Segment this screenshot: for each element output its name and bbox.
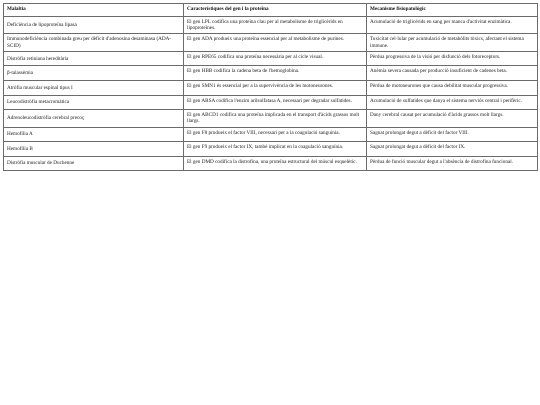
table-row: [4, 95, 538, 110]
cell-gene-protein: El gen RPE65 codifica una proteïna necessària per al cicle visual.: [184, 51, 367, 66]
cell-gene-protein: El gen DMD codifica la distrofina, una proteïna estructural del múscul esquelètic.: [184, 156, 367, 171]
cell-disease: Distròfia muscular de Duchenne: [4, 156, 184, 171]
table-header-row: [4, 4, 538, 17]
table-row: [4, 127, 538, 142]
table-row: [4, 156, 538, 171]
cell-mechanism: Acumulació de sulfatides que danya el sistema nerviós central i perifèric.: [367, 95, 538, 110]
cell-mechanism: Pèrdua de motoneurones que causa debilitat muscular progressiva.: [367, 81, 538, 96]
cell-disease: β-talassèmia: [4, 66, 184, 81]
table-row: [4, 81, 538, 96]
cell-disease: Leucodistròfia metacromàtica: [4, 95, 184, 110]
cell-disease: Distròfia retiniana hereditària: [4, 51, 184, 66]
cell-mechanism: Pèrdua progressiva de la visió per disfunció dels fotoreceptors.: [367, 51, 538, 66]
table-row: [4, 66, 538, 81]
cell-mechanism: Sagnat prolongat degut a dèficit del factor VIII.: [367, 127, 538, 142]
table-row: [4, 142, 538, 157]
header-disease: Malaltia: [4, 4, 184, 17]
table-row: [4, 17, 538, 34]
cell-gene-protein: El gen ADA produeix una proteïna essencial per al metabolisme de purines.: [184, 34, 367, 51]
cell-disease: Adrenoleucodistròfia cerebral precoç: [4, 110, 184, 127]
cell-mechanism: Acumulació de triglicèrids en sang per manca d'activitat enzimàtica.: [367, 17, 538, 34]
cell-gene-protein: El gen F8 produeix el factor VIII, necessari per a la coagulació sanguínia.: [184, 127, 367, 142]
cell-disease: Atròfia muscular espinal tipus I: [4, 81, 184, 96]
table-row: [4, 34, 538, 51]
disease-table: [3, 3, 538, 171]
header-gene-protein: Característiques del gen i la proteïna: [184, 4, 367, 17]
cell-gene-protein: El gen HBB codifica la cadena beta de l'hemoglobina.: [184, 66, 367, 81]
cell-gene-protein: El gen ABCD1 codifica una proteïna implicada en el transport d'àcids grassos molt llargs.: [184, 110, 367, 127]
cell-mechanism: Dany cerebral causat per acumulació d'àcids grassos molt llargs.: [367, 110, 538, 127]
table-header: [4, 4, 538, 17]
header-mechanism: Mecanisme fisiopatològic: [367, 4, 538, 17]
cell-disease: Hemofília A: [4, 127, 184, 142]
table-body: [4, 17, 538, 171]
table-row: [4, 51, 538, 66]
cell-mechanism: Pèrdua de funció muscular degut a l'absència de distrofina funcional.: [367, 156, 538, 171]
cell-disease: Immunodeficiència combinada greu per dèficit d'adenosina desaminasa (ADA-SCID): [4, 34, 184, 51]
table-row: [4, 110, 538, 127]
cell-disease: Hemofília B: [4, 142, 184, 157]
cell-gene-protein: El gen ARSA codifica l'enzim arilsulfatasa A, necessari per degradar sulfatides.: [184, 95, 367, 110]
cell-gene-protein: El gen LPL codifica una proteïna clau per al metabolisme de triglicèrids en lipoproteïnes.: [184, 17, 367, 34]
cell-gene-protein: El gen SMN1 és essencial per a la supervivència de les motoneurones.: [184, 81, 367, 96]
cell-mechanism: Sagnat prolongat degut a dèficit del factor IX.: [367, 142, 538, 157]
cell-disease: Deficiència de lipoproteïna lipasa: [4, 17, 184, 34]
cell-mechanism: Toxicitat cel·lular per acumulació de metabòlits tòxics, afectant el sistema immune.: [367, 34, 538, 51]
cell-mechanism: Anèmia severa causada per producció insuficient de cadenes beta.: [367, 66, 538, 81]
cell-gene-protein: El gen F9 produeix el factor IX, també implicat en la coagulació sanguínia.: [184, 142, 367, 157]
